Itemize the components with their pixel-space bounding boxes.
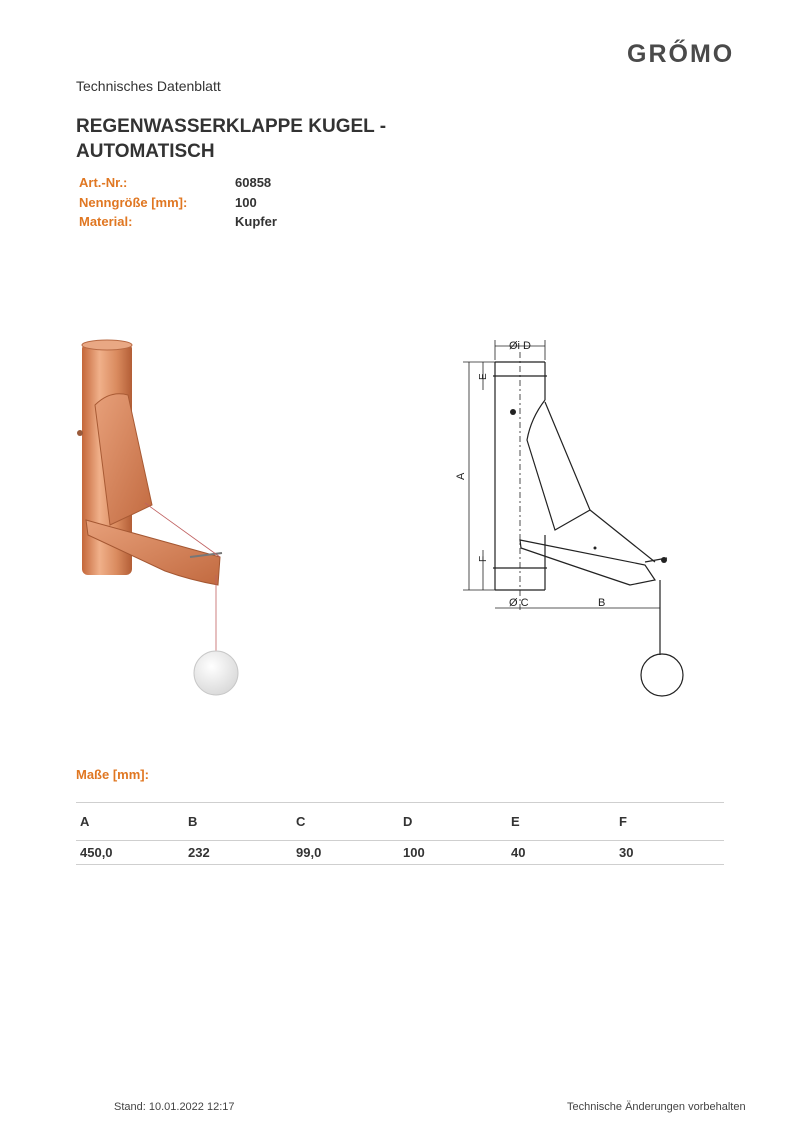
spec-value-material: Kupfer xyxy=(235,214,277,229)
label-dimension-e: E xyxy=(478,373,489,380)
table-mid-rule xyxy=(76,840,724,841)
table-cell-e: 40 xyxy=(511,845,526,860)
table-cell-a: 450,0 xyxy=(80,845,113,860)
float-ball xyxy=(194,651,238,695)
spec-label-nominal-size: Nenngröße [mm]: xyxy=(79,195,188,210)
table-header-c: C xyxy=(296,814,306,829)
label-inner-diameter: Øi D xyxy=(509,340,531,352)
footer-date: Stand: 10.01.2022 12:17 xyxy=(114,1101,235,1113)
table-header-b: B xyxy=(188,814,198,829)
table-cell-f: 30 xyxy=(619,845,634,860)
table-cell-b: 232 xyxy=(188,845,210,860)
spec-label-article-number: Art.-Nr.: xyxy=(79,175,128,190)
table-header-a: A xyxy=(80,814,90,829)
product-title: REGENWASSERKLAPPE KUGEL - AUTOMATISCH xyxy=(76,116,387,162)
footer-note: Technische Änderungen vorbehalten xyxy=(567,1101,746,1113)
spec-value-nominal-size: 100 xyxy=(235,195,257,210)
label-dimension-b: B xyxy=(598,597,606,609)
brand-logo: GRŐMO xyxy=(627,40,735,68)
table-cell-d: 100 xyxy=(403,845,425,860)
label-dimension-f: F xyxy=(478,555,489,562)
table-header-e: E xyxy=(511,814,520,829)
label-dimension-a: A xyxy=(455,472,467,480)
spec-label-material: Material: xyxy=(79,214,133,229)
product-photo xyxy=(70,335,250,705)
table-cell-c: 99,0 xyxy=(296,845,322,860)
table-header-f: F xyxy=(619,814,627,829)
technical-drawing xyxy=(445,330,685,705)
spec-value-article-number: 60858 xyxy=(235,175,272,190)
dimensions-section-title: Maße [mm]: xyxy=(76,767,149,782)
table-top-rule xyxy=(76,802,724,803)
table-header-d: D xyxy=(403,814,413,829)
table-bottom-rule xyxy=(76,864,724,865)
label-outer-diameter: Ø C xyxy=(509,597,529,609)
document-type: Technisches Datenblatt xyxy=(76,78,221,94)
